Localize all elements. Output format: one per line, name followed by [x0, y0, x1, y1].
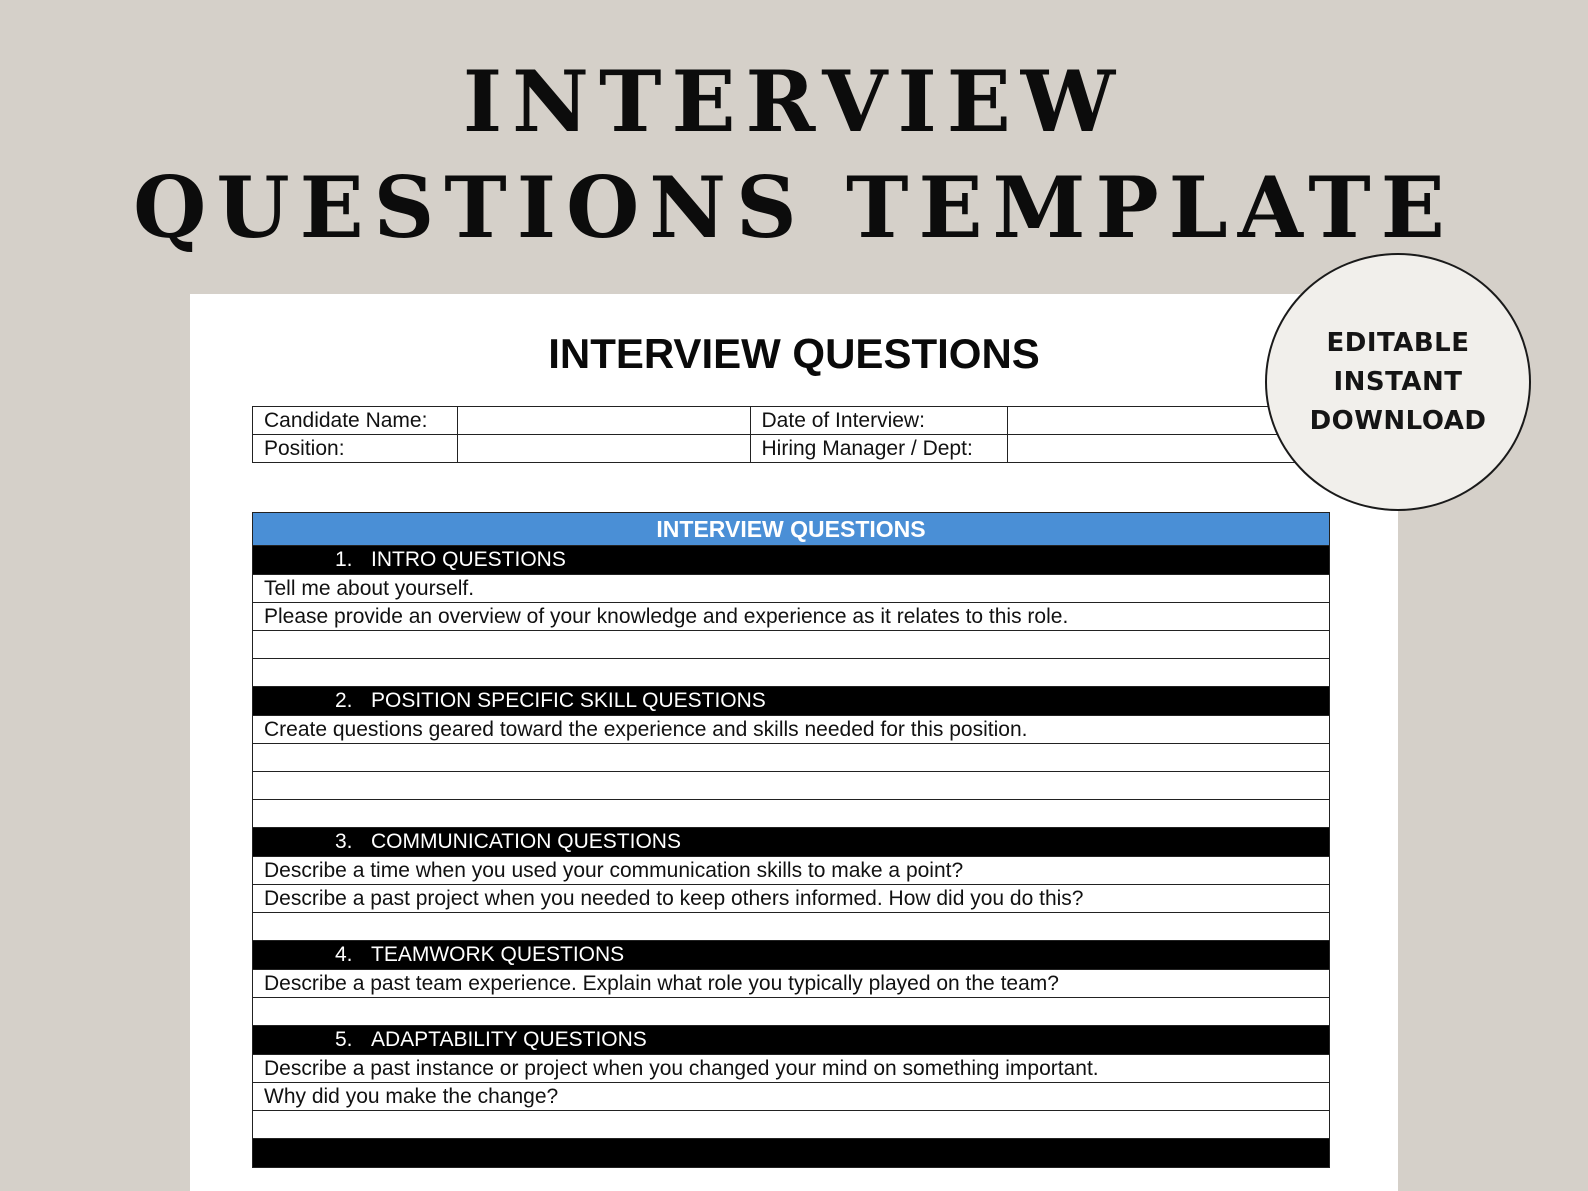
- candidate-info-table: [252, 406, 1330, 463]
- section-header: [253, 1026, 1330, 1055]
- question-row: [253, 1083, 1330, 1111]
- banner-title-line-2: QUESTIONS TEMPLATE: [133, 158, 1455, 257]
- section-title: TEAMWORK QUESTIONS: [371, 943, 625, 966]
- table-header: INTERVIEW QUESTIONS: [253, 513, 1330, 546]
- section-number: 1.: [335, 548, 353, 571]
- question-row: [253, 885, 1330, 913]
- empty-cell[interactable]: [253, 631, 1330, 659]
- hiring-manager-label: Hiring Manager / Dept:: [750, 435, 1008, 463]
- empty-cell[interactable]: [253, 913, 1330, 941]
- position-label: Position:: [253, 435, 458, 463]
- empty-row: [253, 631, 1330, 659]
- section-header-next: [253, 1139, 1330, 1168]
- info-row: [253, 435, 1330, 463]
- badge-line-2: INSTANT: [1333, 366, 1463, 397]
- empty-row: [253, 998, 1330, 1026]
- empty-cell[interactable]: [253, 659, 1330, 687]
- badge-line-3: DOWNLOAD: [1309, 405, 1487, 436]
- question-text[interactable]: Create questions geared toward the experience and skills needed for this position.: [253, 716, 1330, 744]
- section-number: 2.: [335, 689, 353, 712]
- question-row: [253, 970, 1330, 998]
- table-header-row: [253, 513, 1330, 546]
- question-row: [253, 1055, 1330, 1083]
- empty-row: [253, 800, 1330, 828]
- section-title: INTRO QUESTIONS: [371, 548, 566, 571]
- question-row: [253, 603, 1330, 631]
- section-title: POSITION SPECIFIC SKILL QUESTIONS: [371, 689, 766, 712]
- section-header: [253, 941, 1330, 970]
- question-text[interactable]: Tell me about yourself.: [253, 575, 1330, 603]
- empty-row: [253, 772, 1330, 800]
- question-text[interactable]: Describe a time when you used your communication skills to make a point?: [253, 857, 1330, 885]
- interview-questions-table: [252, 512, 1330, 1168]
- section-number: 4.: [335, 943, 353, 966]
- section-number: 5.: [335, 1028, 353, 1051]
- question-text[interactable]: Why did you make the change?: [253, 1083, 1330, 1111]
- question-row: [253, 575, 1330, 603]
- empty-cell[interactable]: [253, 800, 1330, 828]
- empty-row: [253, 659, 1330, 687]
- section-header: [253, 687, 1330, 716]
- badge-line-1: EDITABLE: [1326, 327, 1470, 358]
- document-sheet: [190, 294, 1398, 1191]
- empty-cell[interactable]: [253, 1111, 1330, 1139]
- section-title: ADAPTABILITY QUESTIONS: [371, 1028, 647, 1051]
- date-of-interview-label: Date of Interview:: [750, 407, 1008, 435]
- empty-cell[interactable]: [253, 744, 1330, 772]
- question-text[interactable]: Describe a past team experience. Explain what role you typically played on the team?: [253, 970, 1330, 998]
- section-number: 3.: [335, 830, 353, 853]
- section-title: COMMUNICATION QUESTIONS: [371, 830, 681, 853]
- candidate-name-field[interactable]: [457, 407, 750, 435]
- empty-row: [253, 1111, 1330, 1139]
- empty-cell[interactable]: [253, 772, 1330, 800]
- empty-row: [253, 913, 1330, 941]
- info-row: [253, 407, 1330, 435]
- empty-row: [253, 744, 1330, 772]
- candidate-name-label: Candidate Name:: [253, 407, 458, 435]
- position-field[interactable]: [457, 435, 750, 463]
- banner-title-line-1: INTERVIEW: [462, 52, 1126, 151]
- question-text[interactable]: Describe a past instance or project when you changed your mind on something important.: [253, 1055, 1330, 1083]
- document-title: INTERVIEW QUESTIONS: [548, 330, 1040, 377]
- question-text[interactable]: Please provide an overview of your knowledge and experience as it relates to this role.: [253, 603, 1330, 631]
- editable-download-badge: [1265, 253, 1531, 511]
- question-row: [253, 716, 1330, 744]
- question-text[interactable]: Describe a past project when you needed to keep others informed. How did you do this?: [253, 885, 1330, 913]
- section-header: [253, 546, 1330, 575]
- section-header: [253, 828, 1330, 857]
- question-row: [253, 857, 1330, 885]
- empty-cell[interactable]: [253, 998, 1330, 1026]
